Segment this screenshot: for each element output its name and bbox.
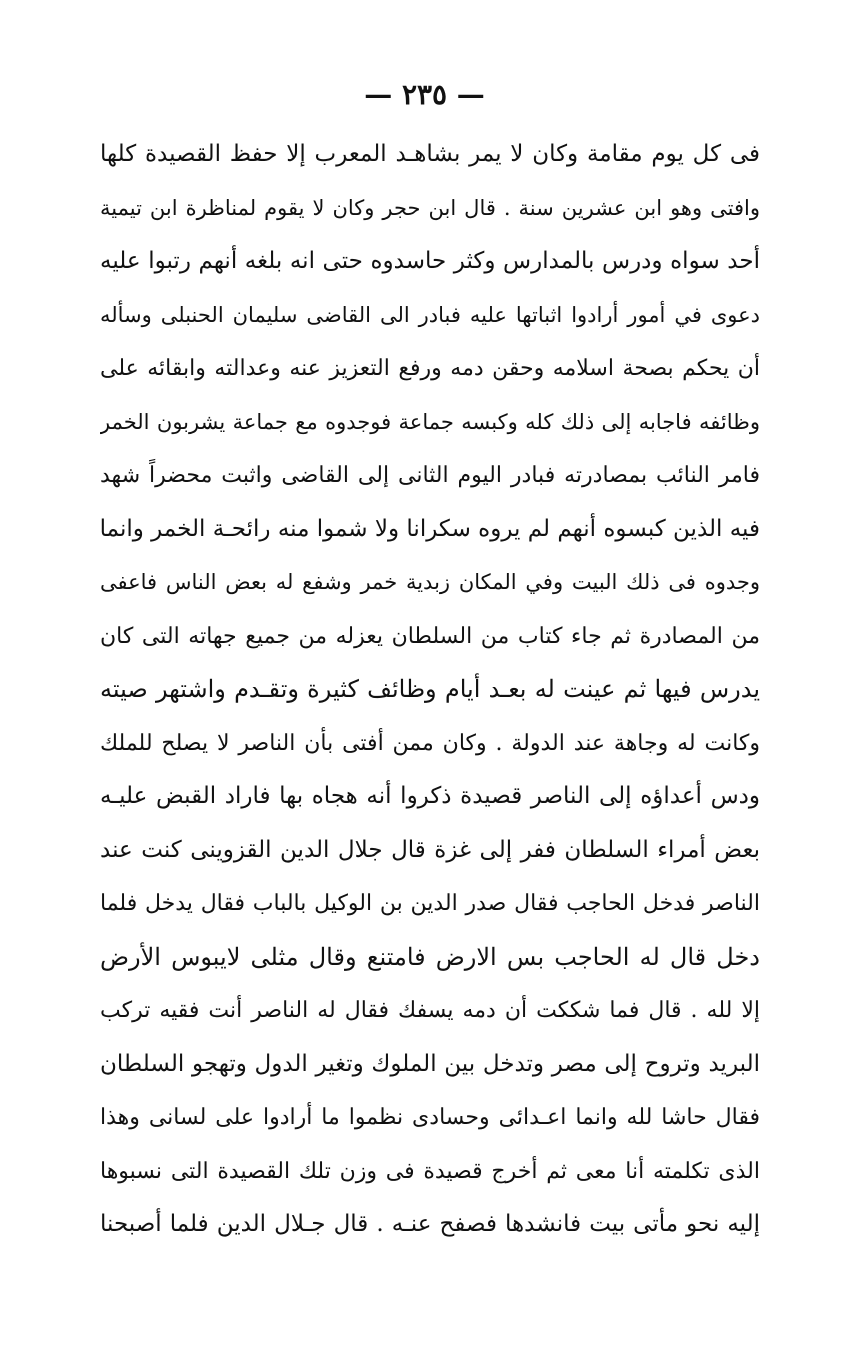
text-line: بعض أمراء السلطان ففر إلى غزة قال جلال الدين القزوينى كنت عند [100,836,760,863]
text-line: الذى تكلمته أنا معى ثم أخرج قصيدة فى وزن تلك القصيدة التى نسبوها [100,1158,760,1184]
text-line: أحد سواه ودرس بالمدارس وكثر حاسدوه حتى انه بلغه أنهم رتبوا عليه [100,248,760,274]
text-line: وافتى وهو ابن عشرين سنة . قال ابن حجر وكان لا يقوم لمناظرة ابن تيمية [100,195,760,220]
text-line: إلا لله . قال فما شككت أن دمه يسفك فقال له الناصر أنت فقيه تركب [100,998,760,1023]
body-text [100,128,760,1252]
text-line: وظائفه فاجابه إلى ذلك كله وكبسه جماعة فوجدوه مع جماعة يشربون الخمر [100,409,760,434]
text-line: من المصادرة ثم جاء كتاب من السلطان يعزله من جميع جهاته التى كان [100,623,760,649]
text-line: وكانت له وجاهة عند الدولة . وكان ممن أفتى بأن الناصر لا يصلح للملك [100,730,760,756]
text-line: دخل قال له الحاجب بس الارض فامتنع وقال مثلى لايبوس الأرض [100,942,760,971]
text-line: أن يحكم بصحة اسلامه وحقن دمه ورفع التعزيز عنه وعدالته وابقائه على [100,356,760,381]
text-line: فى كل يوم مقامة وكان لا يمر بشاهـد المعرب إلا حفظ القصيدة كلها [100,141,760,167]
text-line: يدرس فيها ثم عينت له بعـد أيام وظائف كثيرة وتقـدم واشتهر صيته [100,675,760,703]
text-line: إليه نحو مأتى بيت فانشدها فصفح عنـه . قال جـلال الدين فلما أصبحنا [100,1211,760,1237]
text-line: فامر النائب بمصادرته فبادر اليوم الثانى إلى القاضى واثبت محضراً شهد [100,463,760,488]
text-line: البريد وتروح إلى مصر وتدخل بين الملوك وتغير الدول وتهجو السلطان [100,1050,760,1077]
page-number: — ٢٣٥ — [364,78,485,111]
text-line: الناصر فدخل الحاجب فقال صدر الدين بن الوكيل بالباب فقال يدخل فلما [100,891,760,916]
text-line: فيه الذين كبسوه أنهم لم يروه سكرانا ولا شموا منه رائحـة الخمر وانما [100,515,760,542]
text-line: دعوى في أمور أرادوا اثباتها عليه فبادر الى القاضى سليمان الحنبلى وسأله [100,302,760,327]
text-line: وجدوه فى ذلك البيت وفي المكان زبدية خمر وشفع له بعض الناس فاعفى [100,570,760,594]
text-line: ودس أعداؤه إلى الناصر قصيدة ذكروا أنه هجاه بها فاراد القبض عليـه [100,783,760,809]
text-line: فقال حاشا لله وانما اعـدائى وحسادى نظموا ما أرادوا على لسانى وهذا [100,1105,760,1130]
